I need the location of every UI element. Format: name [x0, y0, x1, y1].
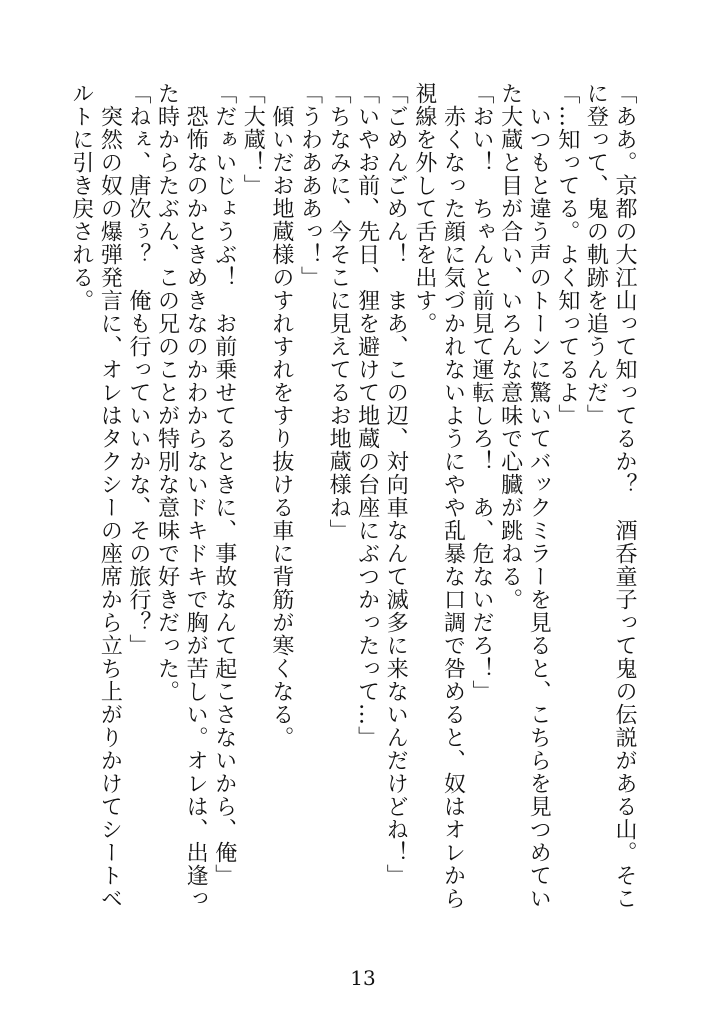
text-line: た大蔵と目が合い、いろんな意味で心臓が跳ねる。	[497, 82, 523, 611]
text-line: 「おい！ ちゃんと前見て運転しろ！ あ、危ないだろ！」	[469, 82, 495, 703]
text-line: ルトに引き戻される。	[68, 82, 94, 312]
page-number: 13	[350, 966, 376, 990]
text-line: 「うわあああっ！」	[297, 82, 323, 289]
text-line: 視線を外して舌を出す。	[411, 82, 437, 335]
text-line: 「ああ。京都の大江山って知ってるか？ 酒呑童子って鬼の伝説がある山。そこ	[612, 82, 637, 910]
text-line: 恐怖なのかときめきなのかわからないドキドキで胸が苦しい。オレは、出逢っ	[183, 82, 209, 910]
text-line: 「…知ってる。よく知ってるよ」	[554, 82, 580, 427]
text-line: 「ごめんごめん！ まあ、この辺、対向車なんて滅多に来ないんだけどね！」	[383, 82, 409, 887]
text-line: 「大蔵！」	[240, 82, 266, 197]
vertical-text-body	[68, 82, 638, 942]
text-line: 「ちなみに、今そこに見えてるお地蔵様ね」	[326, 82, 352, 542]
text-line: 傾いだお地蔵様のすれすれをすり抜ける車に背筋が寒くなる。	[268, 82, 294, 749]
text-line: 突然の奴の爆弾発言に、オレはタクシーの座席から立ち上がりかけてシートベ	[97, 82, 123, 910]
text-line: いつもと違う声のトーンに驚いてバックミラーを見ると、こちらを見つめてい	[526, 82, 552, 910]
text-line: 「だぁいじょうぶ！ お前乗せてるときに、事故なんて起こさないから、俺」	[211, 82, 237, 887]
text-line: に登って、鬼の軌跡を追うんだ」	[583, 82, 609, 427]
text-line: た時からたぶん、この兄のことが特別な意味で好きだった。	[154, 82, 180, 703]
text-line: 赤くなった顔に気づかれないようにやや乱暴な口調で咎めると、奴はオレから	[440, 82, 466, 910]
text-line: 「ねぇ、唐次ぅ？ 俺も行っていいかな、その旅行？」	[125, 82, 151, 657]
text-line: 「いやお前、先日、狸を避けて地蔵の台座にぶつかったって…」	[354, 82, 380, 749]
